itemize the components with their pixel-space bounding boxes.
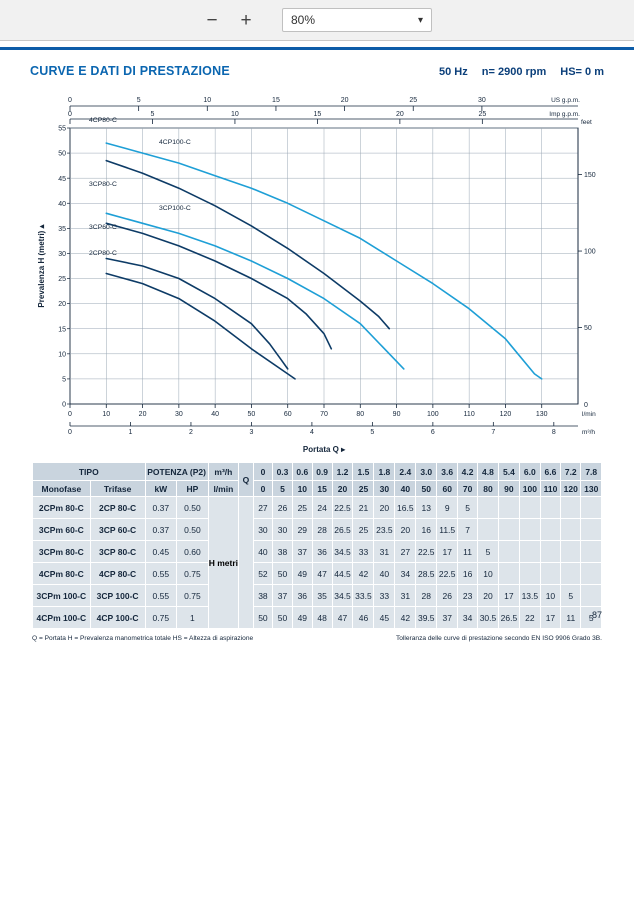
zoom-out-button[interactable]: − xyxy=(206,9,218,31)
curve-label-2CP80-C: 2CP80-C xyxy=(89,250,117,257)
page-specs xyxy=(439,66,604,78)
tick-label-y: 0 xyxy=(62,401,66,409)
cell-head-value: 47 xyxy=(332,607,353,629)
tick-label-lmin: 80 xyxy=(356,411,365,418)
cell-head-value: 25 xyxy=(292,497,312,519)
cell-head-value xyxy=(561,563,581,585)
cell-head-value xyxy=(519,563,540,585)
tick-label-y: 35 xyxy=(58,225,66,233)
cell-head-value: 20 xyxy=(478,585,499,607)
cell-head-value xyxy=(540,563,560,585)
m3h-value: 7.8 xyxy=(581,463,602,481)
m3h-value: 1.8 xyxy=(374,463,395,481)
cell-trifase: 2CP 80-C xyxy=(90,497,145,519)
cell-kw: 0.55 xyxy=(145,563,177,585)
cell-head-value: 13.5 xyxy=(519,585,540,607)
cell-head-value: 47 xyxy=(312,563,332,585)
spec-table xyxy=(32,462,602,629)
cell-hp: 1 xyxy=(177,607,209,629)
tick-label-lmin: 70 xyxy=(320,411,328,418)
cell-head-value: 34.5 xyxy=(332,541,353,563)
cell-trifase: 4CP 80-C xyxy=(90,563,145,585)
chart-svg xyxy=(30,86,604,454)
m3h-value: 0.3 xyxy=(273,463,293,481)
m3h-value: 4.2 xyxy=(458,463,478,481)
tick-label-us: 0 xyxy=(68,97,72,104)
cell-head-value: 33 xyxy=(374,585,395,607)
tick-label-lmin: 0 xyxy=(68,411,72,418)
cell-head-value: 45 xyxy=(374,607,395,629)
cell-kw: 0.37 xyxy=(145,519,177,541)
cell-head-value xyxy=(498,563,519,585)
cell-head-value xyxy=(540,497,560,519)
cell-head-value: 5 xyxy=(458,497,478,519)
m3h-value: 0 xyxy=(253,463,272,481)
cell-head-value: 7 xyxy=(458,519,478,541)
cell-head-value: 23 xyxy=(458,585,478,607)
cell-head-value: 25 xyxy=(353,519,374,541)
table-row xyxy=(33,519,602,541)
lmin-value: 110 xyxy=(540,481,560,497)
tick-label-m3h: 2 xyxy=(188,429,193,436)
cell-head-value xyxy=(478,519,499,541)
tick-label-imp: 25 xyxy=(478,111,487,118)
cell-monofase: 4CPm 80-C xyxy=(33,563,91,585)
unit-label-m3h: m³/h xyxy=(582,429,595,436)
cell-monofase: 4CPm 100-C xyxy=(33,607,91,629)
m3h-value: 7.2 xyxy=(561,463,581,481)
m3h-value: 0.9 xyxy=(312,463,332,481)
document-page xyxy=(0,50,634,642)
cell-head-value xyxy=(540,519,560,541)
table-row xyxy=(33,541,602,563)
curve-label-3CP100-C: 3CP100-C xyxy=(159,205,191,212)
tick-label-feet: 150 xyxy=(584,172,596,180)
tick-label-y: 40 xyxy=(58,200,66,208)
cell-head-value: 35 xyxy=(312,585,332,607)
tick-label-imp: 15 xyxy=(313,111,322,118)
zoom-in-button[interactable]: + xyxy=(240,9,252,31)
cell-head-value: 44.5 xyxy=(332,563,353,585)
tick-label-lmin: 90 xyxy=(392,411,401,418)
tick-label-y: 10 xyxy=(58,351,66,359)
tick-label-us: 20 xyxy=(340,97,349,104)
cell-head-value: 26.5 xyxy=(498,607,519,629)
tick-label-lmin: 110 xyxy=(463,411,475,418)
page-title: CURVE E DATI DI PRESTAZIONE xyxy=(30,64,230,78)
tick-label-m3h: 4 xyxy=(309,429,314,436)
curve-label-4CP100-C: 4CP100-C xyxy=(159,139,191,146)
tick-label-lmin: 20 xyxy=(138,411,147,418)
cell-head-value xyxy=(478,497,499,519)
cell-head-value: 37 xyxy=(437,607,458,629)
lmin-value: 15 xyxy=(312,481,332,497)
table-header-row-2 xyxy=(33,481,602,497)
tick-label-imp: 5 xyxy=(150,111,155,118)
tick-label-feet: 100 xyxy=(584,248,596,256)
cell-head-value: 20 xyxy=(374,497,395,519)
curve-label-3CP60-C: 3CP60-C xyxy=(89,224,117,231)
zoom-level-value: 80% xyxy=(291,13,316,27)
table-header-row-1 xyxy=(33,463,602,481)
tick-label-lmin: 60 xyxy=(283,411,292,418)
cell-head-value: 49 xyxy=(292,607,312,629)
header-tipo: TIPO xyxy=(33,463,146,481)
tick-label-y: 5 xyxy=(62,376,66,384)
cell-head-value: 27 xyxy=(253,497,272,519)
tick-label-y: 55 xyxy=(58,125,66,133)
cell-head-value: 5 xyxy=(478,541,499,563)
tick-label-y: 15 xyxy=(58,326,66,334)
tick-label-y: 20 xyxy=(58,301,66,309)
cell-head-value xyxy=(540,541,560,563)
cell-head-value: 52 xyxy=(253,563,272,585)
y-axis-title: Prevalenza H (metri) ▴ xyxy=(37,224,46,308)
tick-label-lmin: 120 xyxy=(499,411,512,418)
m3h-value: 5.4 xyxy=(498,463,519,481)
tick-label-lmin: 130 xyxy=(535,411,548,418)
m3h-value: 2.4 xyxy=(395,463,416,481)
specifications-table xyxy=(32,462,602,629)
tick-label-us: 15 xyxy=(272,97,280,104)
header-monofase: Monofase xyxy=(33,481,91,497)
curve-label-4CP80-C: 4CP80-C xyxy=(89,117,117,124)
cell-head-value: 10 xyxy=(478,563,499,585)
unit-label-feet: feet xyxy=(581,119,592,126)
header-kw: kW xyxy=(145,481,177,497)
cell-head-value: 40 xyxy=(374,563,395,585)
cell-monofase: 3CPm 80-C xyxy=(33,541,91,563)
tick-label-m3h: 5 xyxy=(370,429,375,436)
tick-label-m3h: 0 xyxy=(68,429,72,436)
footnote-left: Q = Portata H = Prevalenza manometrica totale HS = Altezza di aspirazione xyxy=(32,635,254,642)
cell-head-value: 9 xyxy=(437,497,458,519)
cell-head-value: 16.5 xyxy=(395,497,416,519)
performance-chart xyxy=(30,86,604,454)
lmin-value: 25 xyxy=(353,481,374,497)
cell-head-value xyxy=(519,541,540,563)
spec-rpm: n= 2900 rpm xyxy=(481,66,547,78)
cell-head-value xyxy=(581,541,602,563)
cell-head-value: 46 xyxy=(353,607,374,629)
tick-label-us: 25 xyxy=(409,97,418,104)
cell-hp: 0.50 xyxy=(177,519,209,541)
tick-label-lmin: 50 xyxy=(247,411,256,418)
cell-head-value: 37 xyxy=(292,541,312,563)
cell-kw: 0.75 xyxy=(145,607,177,629)
cell-head-value: 28 xyxy=(416,585,437,607)
cell-head-value xyxy=(561,497,581,519)
cell-head-value xyxy=(581,519,602,541)
tick-label-m3h: 1 xyxy=(128,429,133,436)
cell-head-value xyxy=(498,497,519,519)
cell-head-value: 42 xyxy=(353,563,374,585)
m3h-value: 1.2 xyxy=(332,463,353,481)
tick-label-y: 25 xyxy=(58,276,66,284)
m3h-value: 3.6 xyxy=(437,463,458,481)
cell-head-value: 50 xyxy=(273,563,293,585)
cell-head-value: 22 xyxy=(519,607,540,629)
unit-label-imp: Imp g.p.m. xyxy=(549,111,580,118)
m3h-value: 6.0 xyxy=(519,463,540,481)
cell-monofase: 2CPm 80-C xyxy=(33,497,91,519)
cell-head-value xyxy=(581,585,602,607)
cell-head-value: 17 xyxy=(540,607,560,629)
cell-h-spacer xyxy=(239,497,254,629)
cell-trifase: 3CP 100-C xyxy=(90,585,145,607)
cell-head-value: 5 xyxy=(581,607,602,629)
cell-head-value: 17 xyxy=(498,585,519,607)
cell-head-value xyxy=(519,519,540,541)
cell-head-value: 20 xyxy=(395,519,416,541)
tick-label-y: 30 xyxy=(58,251,66,259)
cell-head-value: 31 xyxy=(395,585,416,607)
cell-head-value: 24 xyxy=(312,497,332,519)
cell-trifase: 3CP 80-C xyxy=(90,541,145,563)
lmin-value: 120 xyxy=(561,481,581,497)
table-row xyxy=(33,585,602,607)
cell-head-value: 42 xyxy=(395,607,416,629)
cell-head-value: 40 xyxy=(253,541,272,563)
cell-head-value: 48 xyxy=(312,607,332,629)
tick-label-imp: 10 xyxy=(231,111,239,118)
lmin-value: 40 xyxy=(395,481,416,497)
cell-hp: 0.60 xyxy=(177,541,209,563)
cell-head-value: 50 xyxy=(253,607,272,629)
cell-head-value: 11 xyxy=(561,607,581,629)
cell-kw: 0.37 xyxy=(145,497,177,519)
tick-label-lmin: 40 xyxy=(211,411,220,418)
cell-head-value xyxy=(561,541,581,563)
cell-head-value: 34 xyxy=(458,607,478,629)
page-header xyxy=(0,50,634,78)
lmin-value: 90 xyxy=(498,481,519,497)
cell-head-value: 16 xyxy=(416,519,437,541)
curve-label-3CP80-C: 3CP80-C xyxy=(89,181,117,188)
cell-head-value: 26.5 xyxy=(332,519,353,541)
lmin-value: 50 xyxy=(416,481,437,497)
lmin-value: 20 xyxy=(332,481,353,497)
cell-hp: 0.75 xyxy=(177,563,209,585)
cell-head-value xyxy=(561,519,581,541)
cell-head-value: 38 xyxy=(273,541,293,563)
lmin-value: 100 xyxy=(519,481,540,497)
table-row xyxy=(33,497,602,519)
cell-head-value: 33.5 xyxy=(353,585,374,607)
lmin-value: 60 xyxy=(437,481,458,497)
lmin-value: 80 xyxy=(478,481,499,497)
zoom-controls xyxy=(202,8,432,32)
cell-head-value: 28.5 xyxy=(416,563,437,585)
cell-head-value xyxy=(519,497,540,519)
tick-label-us: 5 xyxy=(136,97,141,104)
cell-kw: 0.55 xyxy=(145,585,177,607)
cell-head-value: 26 xyxy=(437,585,458,607)
header-lmin: l/min xyxy=(208,481,238,497)
cell-h-unit: H metri xyxy=(208,497,238,629)
tick-label-m3h: 7 xyxy=(491,429,496,436)
unit-label-us: US g.p.m. xyxy=(551,97,580,104)
tick-label-imp: 0 xyxy=(68,111,72,118)
tick-label-y: 45 xyxy=(58,175,66,183)
cell-head-value: 30 xyxy=(253,519,272,541)
tick-label-lmin: 100 xyxy=(427,411,439,418)
cell-head-value: 30 xyxy=(273,519,293,541)
m3h-value: 4.8 xyxy=(478,463,499,481)
cell-head-value: 27 xyxy=(395,541,416,563)
tick-label-us: 10 xyxy=(203,97,212,104)
cell-head-value: 23.5 xyxy=(374,519,395,541)
unit-label-lmin: l/min xyxy=(582,411,596,418)
m3h-value: 0.6 xyxy=(292,463,312,481)
footnotes xyxy=(32,635,602,642)
cell-head-value: 50 xyxy=(273,607,293,629)
cell-head-value xyxy=(581,563,602,585)
page-number: 87 xyxy=(591,610,602,620)
header-q: Q xyxy=(239,463,254,497)
tick-label-feet: 0 xyxy=(584,402,588,409)
cell-head-value: 36 xyxy=(312,541,332,563)
cell-head-value: 37 xyxy=(273,585,293,607)
pdf-toolbar xyxy=(0,0,634,41)
cell-head-value: 34 xyxy=(395,563,416,585)
lmin-value: 10 xyxy=(292,481,312,497)
tick-label-y: 50 xyxy=(58,150,66,158)
zoom-level-select[interactable] xyxy=(282,8,432,32)
cell-head-value: 30.5 xyxy=(478,607,499,629)
cell-head-value xyxy=(498,519,519,541)
lmin-value: 0 xyxy=(253,481,272,497)
cell-head-value: 5 xyxy=(561,585,581,607)
cell-head-value: 16 xyxy=(458,563,478,585)
cell-hp: 0.50 xyxy=(177,497,209,519)
cell-head-value: 11 xyxy=(458,541,478,563)
cell-head-value: 29 xyxy=(292,519,312,541)
tick-label-lmin: 30 xyxy=(174,411,183,418)
tick-label-m3h: 6 xyxy=(430,429,435,436)
tick-label-lmin: 10 xyxy=(102,411,111,418)
cell-head-value: 34.5 xyxy=(332,585,353,607)
cell-head-value: 21 xyxy=(353,497,374,519)
m3h-value: 3.0 xyxy=(416,463,437,481)
lmin-value: 30 xyxy=(374,481,395,497)
chevron-down-icon: ▾ xyxy=(417,14,423,26)
cell-head-value: 31 xyxy=(374,541,395,563)
header-hp: HP xyxy=(177,481,209,497)
lmin-value: 130 xyxy=(581,481,602,497)
tick-label-imp: 20 xyxy=(395,111,404,118)
tick-label-m3h: 8 xyxy=(551,429,556,436)
m3h-value: 6.6 xyxy=(540,463,560,481)
cell-monofase: 3CPm 60-C xyxy=(33,519,91,541)
table-row xyxy=(33,607,602,629)
m3h-value: 1.5 xyxy=(353,463,374,481)
cell-trifase: 3CP 60-C xyxy=(90,519,145,541)
header-m3h: m³/h xyxy=(208,463,238,481)
cell-head-value: 13 xyxy=(416,497,437,519)
cell-head-value: 22.5 xyxy=(332,497,353,519)
tick-label-us: 30 xyxy=(477,97,486,104)
cell-head-value: 33 xyxy=(353,541,374,563)
cell-head-value xyxy=(581,497,602,519)
cell-head-value: 36 xyxy=(292,585,312,607)
cell-head-value: 39.5 xyxy=(416,607,437,629)
header-trifase: Trifase xyxy=(90,481,145,497)
cell-kw: 0.45 xyxy=(145,541,177,563)
x-axis-title: Portata Q ▸ xyxy=(302,445,346,454)
cell-head-value: 22.5 xyxy=(416,541,437,563)
cell-head-value xyxy=(498,541,519,563)
lmin-value: 5 xyxy=(273,481,293,497)
table-row xyxy=(33,563,602,585)
spec-hs: HS= 0 m xyxy=(560,66,604,78)
cell-monofase: 3CPm 100-C xyxy=(33,585,91,607)
cell-head-value: 49 xyxy=(292,563,312,585)
footnote-right: Tolleranza delle curve di prestazione secondo EN ISO 9906 Grado 3B. xyxy=(396,635,602,642)
cell-head-value: 38 xyxy=(253,585,272,607)
cell-head-value: 11.5 xyxy=(437,519,458,541)
cell-head-value: 28 xyxy=(312,519,332,541)
tick-label-feet: 50 xyxy=(584,325,592,333)
cell-trifase: 4CP 100-C xyxy=(90,607,145,629)
cell-hp: 0.75 xyxy=(177,585,209,607)
lmin-value: 70 xyxy=(458,481,478,497)
cell-head-value: 22.5 xyxy=(437,563,458,585)
tick-label-m3h: 3 xyxy=(249,429,254,436)
header-potenza: POTENZA (P2) xyxy=(145,463,208,481)
cell-head-value: 17 xyxy=(437,541,458,563)
cell-head-value: 26 xyxy=(273,497,293,519)
cell-head-value: 10 xyxy=(540,585,560,607)
spec-frequency: 50 Hz xyxy=(439,66,468,78)
